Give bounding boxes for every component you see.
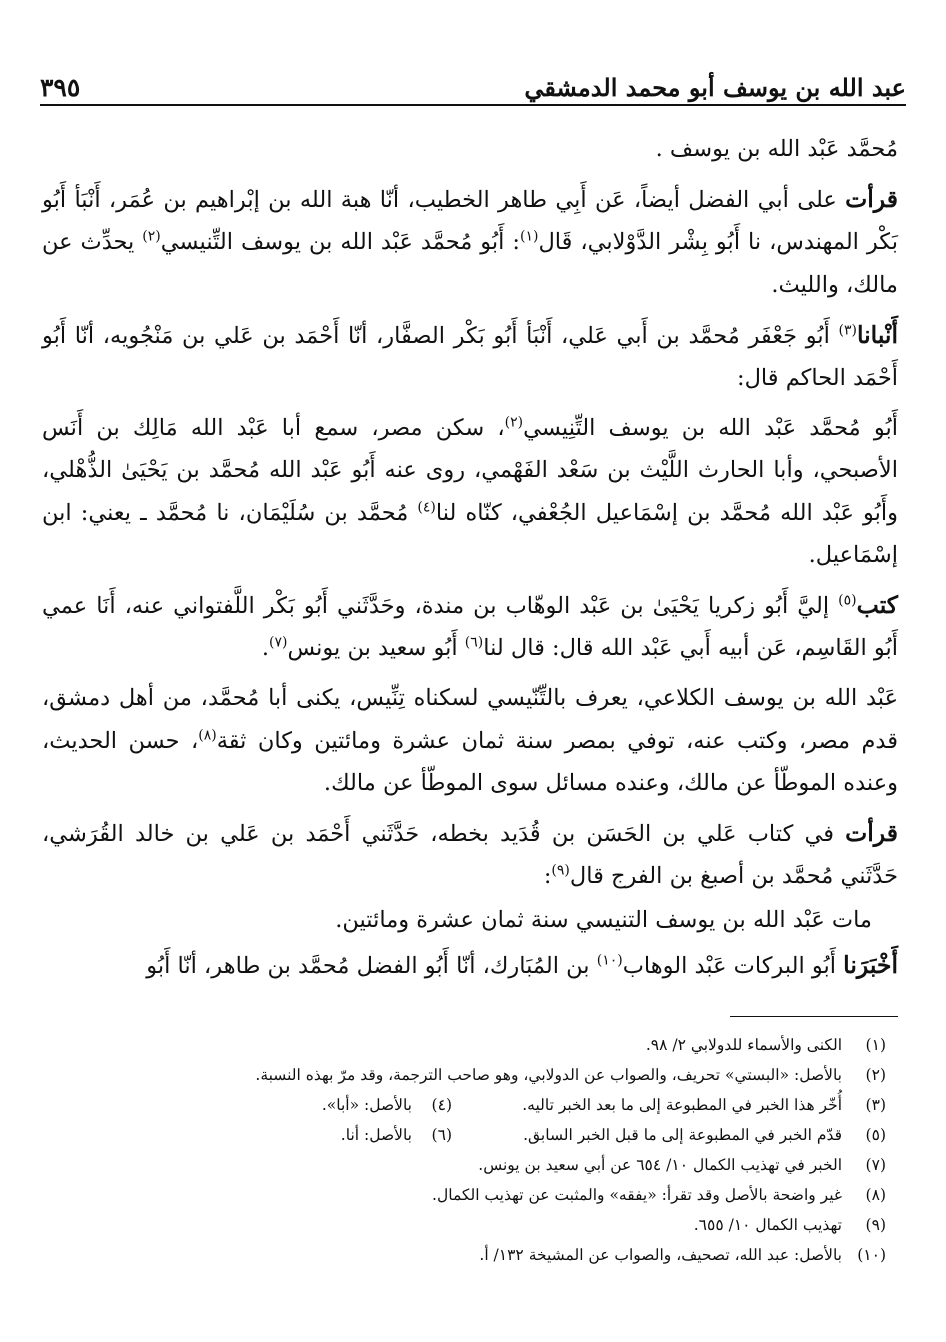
footnote-number: (٧) (865, 1156, 886, 1174)
paragraph-2-text-1: على أبي الفضل أيضاً، عَن أَبِي طاهر الخطيب، أنّا هبة الله بن إبْراهيم بن عُمَر، أَنْبَأ أَبُو بَكْر المهندس، نا أَبُو بِشْر الدَّوْلابي، قَال (42, 187, 898, 256)
footnote-10 (60, 1240, 886, 1270)
paragraph-7-text-1: في كتاب عَلي بن الحَسَن بن قُدَيد بخطه، حَدَّثَني أَحْمَد بن عَلي بن خالد القُرَشي، حَدَّثَني مُحمَّد بن أصبغ بن الفرج قال (42, 821, 898, 890)
footnote-ref-2b: (٢) (504, 414, 524, 431)
footnote-ref-7: (٧) (269, 634, 288, 651)
paragraph-2-text-3: يحدِّث عن مالك، والليث. (42, 229, 898, 298)
paragraph-9 (42, 944, 898, 987)
footnote-text: بالأصل: عبد الله، تصحيف، والصواب عن المشيخة ١٣٢/ أ. (479, 1246, 842, 1264)
footnotes (60, 1030, 886, 1270)
paragraph-2 (42, 178, 898, 306)
footnote-text: أُخّر هذا الخبر في المطبوعة إلى ما بعد الخبر تاليه. (522, 1096, 842, 1114)
footnote-ref-3: (٣) (838, 322, 857, 339)
paragraph-5-text-1: إليَّ أَبُو زكريا يَحْيَىٰ بن عَبْد الوهّاب بن مندة، وحَدَّثَني أَبُو بَكْر اللَّفتواني عنه، أَنَا عمي أَبُو القَاسِم، عَن أبيه أَبي عَبْد الله قال: قال لنا (42, 593, 898, 662)
footnote-text: بالأصل: أنا. (340, 1126, 412, 1144)
paragraph-4-text-3: مُحمَّد بن سُلَيْمَان، نا مُحمَّد ـ يعني: ابن إسْمَاعيل. (42, 499, 898, 568)
footnote-9 (60, 1210, 886, 1240)
paragraph-7-lead: قرأت (845, 819, 898, 848)
footnote-ref-8: (٨) (198, 727, 217, 744)
footnote-ref-2: (٢) (142, 228, 161, 245)
paragraph-7-text-2: : (543, 863, 552, 890)
paragraph-2-text-2: : أَبُو مُحمَّد عَبْد الله بن يوسف التِّنيسي (160, 229, 520, 256)
footnote-text: غير واضحة بالأصل وقد تقرأ: «يفقه» والمثبت عن تهذيب الكمال. (432, 1186, 842, 1204)
footnote-ref-6: (٦) (464, 634, 484, 651)
paragraph-3-text: أَبُو جَعْفَر مُحمَّد بن أَبي عَلي، أَنْبَأ أَبُو بَكْر الصفَّار، أنّا أَحْمَد بن عَلي بن مَنْجُويه، أنّا أَبُو أَحْمَد الحاكم قال: (42, 322, 898, 392)
footnote-text: الكنى والأسماء للدولابي ٢/ ٩٨. (645, 1036, 842, 1054)
paragraph-5-text-3: . (261, 635, 269, 662)
paragraph-9-text-1: أَبُو البركات عَبْد الوهاب (622, 952, 844, 979)
footnote-number: (١٠) (857, 1246, 886, 1264)
paragraph-1 (42, 128, 898, 170)
paragraph-5 (42, 584, 898, 669)
header-rule (40, 104, 906, 106)
running-header-title: عبد الله بن يوسف أبو محمد الدمشقي (524, 73, 906, 102)
paragraph-6-text-1: عَبْد الله بن يوسف الكلاعي، يعرف بالتِّنّيسي لسكناه تِنِّيس، يكنى أبا مُحمَّد، من أهل دمشق، قدم مصر، وكتب عنه، توفي بمصر سنة ثمان عشرة ومائتين وكان ثقة (42, 685, 898, 754)
paragraph-4-text-1: أَبُو مُحمَّد عَبْد الله بن يوسف التِّنِيسي (523, 415, 898, 442)
paragraph-9-text-2: بن المُبَارك، أنّا أَبُو الفضل مُحمَّد بن طاهر، أنّا أَبُو (146, 952, 597, 979)
paragraph-8-text: مات عَبْد الله بن يوسف التنيسي سنة ثمان عشرة ومائتين. (335, 907, 872, 934)
paragraph-4-text-2: ، سكن مصر، سمع أبا عَبْد الله مَالِك بن أَنَس الأصبحي، وأبا الحارث اللَّيْث بن سَعْد الفَهْمي، روى عنه أَبُو عَبْد الله مُحمَّد بن يَحْيَىٰ الذُّهْلي، وأَبُو عَبْد الله مُحمَّد بن إسْمَاعيل الجُعْفي، كنّاه لنا (42, 415, 898, 526)
footnote-3-4 (60, 1090, 886, 1120)
paragraph-9-lead: أَخْبَرَنا (843, 950, 898, 979)
footnote-number: (٦) (431, 1126, 452, 1144)
footnote-number: (٣) (865, 1096, 886, 1114)
footnote-ref-5: (٥) (838, 592, 857, 609)
footnote-number: (٩) (865, 1216, 886, 1234)
paragraph-4 (42, 407, 898, 576)
footnote-ref-4: (٤) (417, 499, 436, 516)
paragraph-8 (42, 899, 898, 941)
paragraph-1-text: مُحمَّد عَبْد الله بن يوسف . (655, 136, 898, 162)
footnote-2 (60, 1060, 886, 1090)
footnote-number: (٤) (431, 1096, 452, 1114)
footnote-text: بالأصل: «أبا». (321, 1096, 412, 1114)
footnote-text: تهذيب الكمال ١٠/ ٦٥٥. (693, 1216, 842, 1234)
footnote-1 (60, 1030, 886, 1060)
paragraph-6-text-2: ، حسن الحديث، وعنده الموطّأ عن مالك، وعنده مسائل سوى الموطّأ عن مالك. (42, 727, 898, 796)
paragraph-7 (42, 812, 898, 897)
footnote-text: بالأصل: «البستي» تحريف، والصواب عن الدولابي، وهو صاحب الترجمة، وقد مرّ بهذه النسبة. (255, 1066, 842, 1084)
footnote-text: الخبر في تهذيب الكمال ١٠/ ٦٥٤ عن أبي سعيد بن يونس. (478, 1156, 842, 1174)
main-text (42, 128, 898, 989)
footnote-ref-10: (١٠) (596, 952, 623, 969)
footnote-7 (60, 1150, 886, 1180)
footnote-8 (60, 1180, 886, 1210)
paragraph-3-lead: أَنْبانا (856, 320, 898, 349)
footnote-number: (٨) (865, 1186, 886, 1204)
footnote-number: (٢) (865, 1066, 886, 1084)
footnote-rule (730, 1016, 898, 1017)
paragraph-5-lead: كتب (856, 591, 898, 620)
running-header (40, 58, 906, 108)
footnote-5-6 (60, 1120, 886, 1150)
paragraph-2-lead: قرأت (845, 185, 898, 214)
footnote-ref-1: (١) (519, 228, 539, 245)
paragraph-5-text-2: أَبُو سعيد بن يونس (287, 635, 465, 662)
footnote-number: (٥) (865, 1126, 886, 1144)
footnote-text: قدّم الخبر في المطبوعة إلى ما قبل الخبر السابق. (523, 1126, 842, 1144)
footnote-ref-9: (٩) (551, 862, 570, 879)
footnote-number: (١) (865, 1036, 886, 1054)
paragraph-3 (42, 314, 898, 399)
paragraph-6 (42, 677, 898, 804)
page-number: ٣٩٥ (40, 73, 81, 102)
